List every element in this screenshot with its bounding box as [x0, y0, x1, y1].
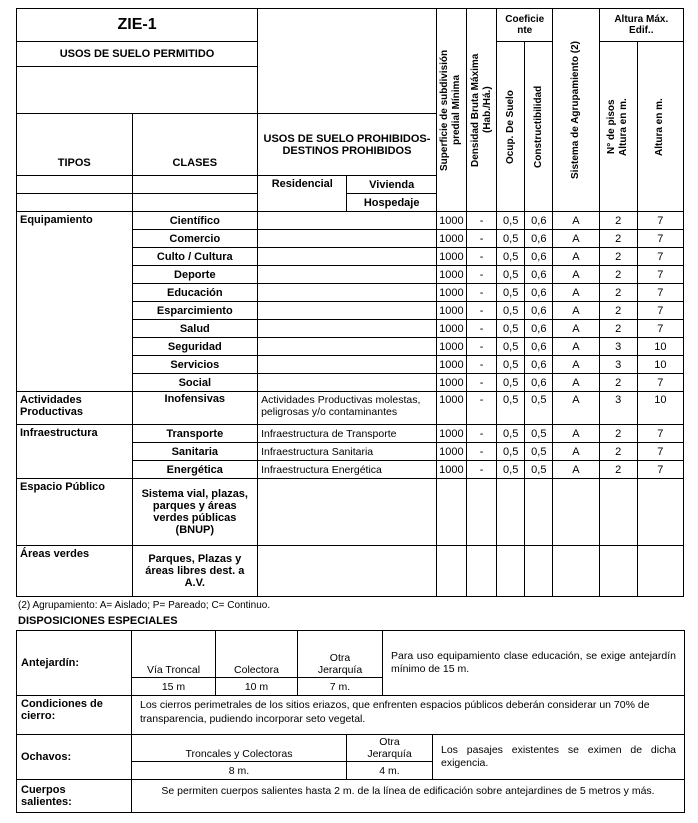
value-cell: 1000 [436, 425, 466, 443]
superficie-header: Superficie de subdivisión predial Mínima [439, 49, 463, 171]
otra-jerarquia-header: Otra Jerarquía [347, 735, 432, 762]
via-troncal-header: Vía Troncal [132, 631, 216, 678]
value-cell: A [553, 443, 599, 461]
value-cell: - [466, 392, 496, 425]
value-cell: 0,5 [497, 356, 525, 374]
clase-cell: Culto / Cultura [132, 248, 258, 266]
value-cell: - [466, 374, 496, 392]
value-cell [637, 546, 683, 597]
value-cell: 0,6 [525, 284, 553, 302]
value-cell: 10 [637, 356, 683, 374]
value-cell: 7 [637, 284, 683, 302]
vivienda-subheader: Vivienda [347, 176, 436, 194]
value-cell [525, 479, 553, 546]
empty-cell [132, 194, 258, 212]
value-cell [497, 479, 525, 546]
value-cell: - [466, 461, 496, 479]
prohibido-cell: Infraestructura Sanitaria [258, 443, 437, 461]
colectora-header: Colectora [216, 631, 298, 678]
empty-cell [17, 67, 258, 114]
value-cell: 0,5 [525, 443, 553, 461]
prohibido-cell [258, 546, 437, 597]
value-cell: 0,5 [525, 392, 553, 425]
disposicion-row-antejardin [17, 631, 685, 696]
value-cell: - [466, 212, 496, 230]
value-cell: 1000 [436, 356, 466, 374]
prohibido-cell [258, 266, 437, 284]
empty-cell [17, 176, 133, 194]
ocup-suelo-header: Ocup. De Suelo [504, 89, 516, 164]
tipo-cell: Infraestructura [17, 425, 133, 479]
antejardin-label: Antejardín: [17, 631, 132, 696]
value-cell: 1000 [436, 320, 466, 338]
value-cell [466, 479, 496, 546]
value-cell: - [466, 266, 496, 284]
value-cell: 1000 [436, 392, 466, 425]
antejardin-note: Para uso equipamiento clase educación, se exige antejardín mínimo de 15 m. [391, 649, 676, 675]
value-cell: - [466, 302, 496, 320]
value-cell: A [553, 425, 599, 443]
value-cell: 0,5 [497, 284, 525, 302]
value-cell: 2 [599, 230, 637, 248]
value-cell: 0,5 [497, 320, 525, 338]
value-cell: 0,6 [525, 374, 553, 392]
via-troncal-value: 15 m [132, 678, 216, 695]
clase-cell: Social [132, 374, 258, 392]
clase-cell: Inofensivas [132, 392, 258, 425]
clase-cell: Servicios [132, 356, 258, 374]
disposicion-row-ochavos [17, 735, 685, 780]
value-cell: 2 [599, 461, 637, 479]
value-cell: 2 [599, 425, 637, 443]
value-cell: 0,5 [525, 425, 553, 443]
clase-cell: Transporte [132, 425, 258, 443]
tipo-cell: Áreas verdes [17, 546, 133, 597]
empty-cell [17, 194, 133, 212]
empty-cell [258, 9, 437, 114]
clase-cell: Salud [132, 320, 258, 338]
value-cell: 7 [637, 230, 683, 248]
coeficiente-header: Coeficie nte [497, 9, 553, 42]
value-cell: A [553, 266, 599, 284]
densidad-header: Densidad Bruta Máxima (Hab./Há.) [469, 53, 493, 167]
value-cell: 3 [599, 338, 637, 356]
value-cell: - [466, 230, 496, 248]
table-row [17, 425, 684, 443]
value-cell: A [553, 302, 599, 320]
col-header-pisos-cell [599, 42, 637, 212]
altura-en-m-header: Altura en m. [654, 97, 666, 156]
value-cell: 2 [599, 374, 637, 392]
sistema-agrupamiento-header: Sistema de Agrupamiento (2) [569, 41, 581, 179]
value-cell: 1000 [436, 230, 466, 248]
clase-cell: Sanitaria [132, 443, 258, 461]
agrupamiento-footnote: (2) Agrupamiento: A= Aislado; P= Pareado; C= Continuo. [18, 600, 271, 611]
cuerpos-label: Cuerpos salientes: [17, 780, 132, 813]
value-cell: 7 [637, 302, 683, 320]
value-cell: 0,5 [497, 443, 525, 461]
ochavos-content [132, 735, 685, 780]
tipo-cell: Equipamiento [17, 212, 133, 392]
clase-cell: Educación [132, 284, 258, 302]
value-cell [525, 546, 553, 597]
prohibido-cell [258, 248, 437, 266]
prohibido-cell [258, 284, 437, 302]
prohibido-cell [258, 230, 437, 248]
altura-m-sub-label: Altura en m. [618, 97, 630, 156]
empty-cell [132, 176, 258, 194]
col-header-sistema-cell [553, 9, 599, 212]
value-cell: 7 [637, 461, 683, 479]
col-header-superficie-cell [436, 9, 466, 212]
value-cell: 7 [637, 425, 683, 443]
value-cell: 0,5 [525, 461, 553, 479]
permitted-uses-header: USOS DE SUELO PERMITIDO [17, 42, 258, 67]
value-cell: 0,6 [525, 320, 553, 338]
clase-cell: Parques, Plazas y áreas libres dest. a A.V. [132, 546, 258, 597]
otra-jerarquia-value: 4 m. [379, 764, 400, 777]
value-cell: 7 [637, 248, 683, 266]
value-cell: 7 [637, 320, 683, 338]
table-row [17, 546, 684, 597]
disposiciones-heading: DISPOSICIONES ESPECIALES [18, 615, 178, 627]
troncales-colectoras-header: Troncales y Colectoras [132, 735, 347, 762]
prohibido-cell: Actividades Productivas molestas, peligrosas y/o contaminantes [258, 392, 437, 425]
value-cell: A [553, 230, 599, 248]
value-cell [436, 479, 466, 546]
constructibilidad-header: Constructibilidad [532, 85, 544, 168]
clases-header: CLASES [132, 114, 258, 176]
prohibido-cell [258, 302, 437, 320]
value-cell [599, 479, 637, 546]
col-header-constructibilidad-cell [525, 42, 553, 212]
tipo-cell: Espacio Público [17, 479, 133, 546]
otra-jerarquia-value: 7 m. [329, 680, 351, 693]
zone-title: ZIE-1 [17, 9, 258, 42]
table-row [17, 479, 684, 546]
zoning-table [16, 8, 684, 597]
ochavos-note: Los pasajes existentes se eximen de dicha exigencia. [441, 743, 676, 770]
value-cell [497, 546, 525, 597]
value-cell [637, 479, 683, 546]
clase-cell: Esparcimiento [132, 302, 258, 320]
value-cell: 7 [637, 443, 683, 461]
clase-cell: Sistema vial, plazas, parques y áreas verdes públicas (BNUP) [132, 479, 258, 546]
value-cell: A [553, 461, 599, 479]
value-cell: - [466, 338, 496, 356]
value-cell: 2 [599, 302, 637, 320]
value-cell: 2 [599, 266, 637, 284]
prohibido-cell: Infraestructura de Transporte [258, 425, 437, 443]
prohibido-cell [258, 374, 437, 392]
value-cell: 3 [599, 392, 637, 425]
prohibido-cell [258, 356, 437, 374]
value-cell: 1000 [436, 461, 466, 479]
prohibido-cell: Infraestructura Energética [258, 461, 437, 479]
value-cell: - [466, 443, 496, 461]
value-cell: 7 [637, 212, 683, 230]
value-cell: 0,6 [525, 212, 553, 230]
value-cell: 1000 [436, 266, 466, 284]
header-row [17, 9, 684, 42]
clase-cell: Comercio [132, 230, 258, 248]
value-cell: 0,5 [497, 302, 525, 320]
cuerpos-text: Se permiten cuerpos salientes hasta 2 m. de la línea de edificación sobre antejardines de 5 metros y más. [161, 785, 655, 798]
value-cell: A [553, 338, 599, 356]
value-cell: 0,6 [525, 230, 553, 248]
value-cell: - [466, 320, 496, 338]
value-cell: 0,6 [525, 338, 553, 356]
value-cell: 1000 [436, 374, 466, 392]
value-cell [599, 546, 637, 597]
value-cell: - [466, 284, 496, 302]
value-cell: 2 [599, 212, 637, 230]
value-cell: 7 [637, 266, 683, 284]
value-cell: 0,6 [525, 302, 553, 320]
clase-cell: Científico [132, 212, 258, 230]
cierro-text: Los cierros perimetrales de los sitios eriazos, que enfrenten espacios públicos deberán considerar un 70% de transparencia, pudiendo incorporar seto vegetal. [140, 699, 650, 725]
value-cell: 0,5 [497, 266, 525, 284]
value-cell: 2 [599, 443, 637, 461]
residencial-subheader: Residencial [258, 176, 347, 212]
table-row [17, 212, 684, 230]
ochavos-mini-table [132, 735, 433, 779]
value-cell: 0,5 [497, 461, 525, 479]
value-cell: 1000 [436, 302, 466, 320]
value-cell: 1000 [436, 248, 466, 266]
cierro-content [132, 696, 685, 735]
value-cell: 0,5 [497, 212, 525, 230]
altura-max-header: Altura Máx. Edif.. [599, 9, 683, 42]
clase-cell: Seguridad [132, 338, 258, 356]
value-cell [553, 546, 599, 597]
hospedaje-subheader: Hospedaje [347, 194, 436, 212]
value-cell: 0,5 [497, 338, 525, 356]
value-cell [553, 479, 599, 546]
prohibited-uses-header: USOS DE SUELO PROHIBIDOS- DESTINOS PROHIBIDOS [258, 114, 437, 176]
value-cell: A [553, 320, 599, 338]
value-cell [466, 546, 496, 597]
tipo-cell: Actividades Productivas [17, 392, 133, 425]
value-cell: A [553, 392, 599, 425]
value-cell: 2 [599, 248, 637, 266]
value-cell: 0,6 [525, 356, 553, 374]
value-cell: 1000 [436, 443, 466, 461]
col-header-altura-cell [637, 42, 683, 212]
colectora-value: 10 m [216, 678, 298, 695]
value-cell: 2 [599, 320, 637, 338]
prohibido-cell [258, 479, 437, 546]
prohibido-cell [258, 338, 437, 356]
clase-cell: Energética [132, 461, 258, 479]
troncales-colectoras-value: 8 m. [132, 762, 347, 779]
value-cell: - [466, 248, 496, 266]
value-cell: A [553, 248, 599, 266]
num-pisos-label: N° de pisos [606, 99, 618, 154]
value-cell: 0,6 [525, 266, 553, 284]
value-cell: 0,5 [497, 425, 525, 443]
cierro-label: Condiciones de cierro: [17, 696, 132, 735]
value-cell: 10 [637, 338, 683, 356]
value-cell: 7 [637, 374, 683, 392]
value-cell: 10 [637, 392, 683, 425]
tipos-header: TIPOS [17, 114, 133, 176]
col-header-ocup-cell [497, 42, 525, 212]
value-cell [436, 546, 466, 597]
value-cell: 1000 [436, 338, 466, 356]
col-header-densidad-cell [466, 9, 496, 212]
disposiciones-table [16, 630, 685, 813]
prohibido-cell [258, 320, 437, 338]
disposicion-row-cierro [17, 696, 685, 735]
antejardin-mini-table [132, 631, 383, 695]
value-cell: - [466, 356, 496, 374]
value-cell: 3 [599, 356, 637, 374]
otra-jerarquia-header: Otra Jerarquía [298, 631, 382, 678]
value-cell: 2 [599, 284, 637, 302]
value-cell: 1000 [436, 212, 466, 230]
value-cell: A [553, 284, 599, 302]
value-cell: A [553, 374, 599, 392]
value-cell: A [553, 356, 599, 374]
prohibido-cell [258, 212, 437, 230]
value-cell: 0,6 [525, 248, 553, 266]
value-cell: 0,5 [497, 392, 525, 425]
num-pisos-header [606, 63, 630, 191]
value-cell: - [466, 425, 496, 443]
antejardin-content [132, 631, 685, 696]
clase-cell: Deporte [132, 266, 258, 284]
ochavos-label: Ochavos: [17, 735, 132, 780]
value-cell: A [553, 212, 599, 230]
value-cell: 1000 [436, 284, 466, 302]
value-cell: 0,5 [497, 248, 525, 266]
table-row [17, 392, 684, 425]
value-cell: 0,5 [497, 374, 525, 392]
value-cell: 0,5 [497, 230, 525, 248]
